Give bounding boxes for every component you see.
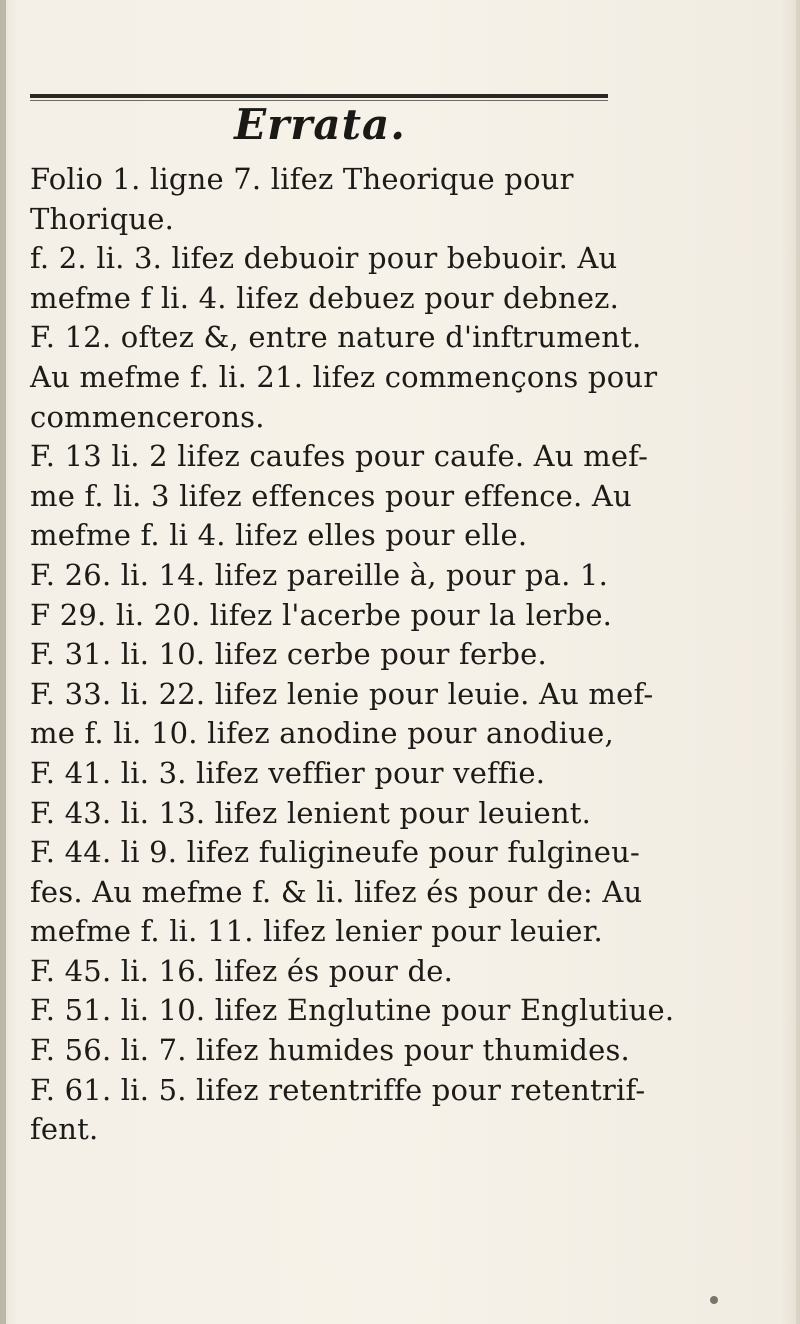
errata-line: commencerons. — [30, 399, 265, 434]
errata-line: f. 2. li. 3. lifez debuoir pour bebuoir. Au — [30, 241, 618, 276]
errata-line: me f. li. 3 lifez effences pour effence. Au — [30, 478, 632, 513]
errata-line: F. 44. li 9. lifez fuligineufe pour fulgineu- — [30, 835, 641, 870]
page-gutter-edge — [0, 0, 6, 1324]
errata-line: Au mefme f. li. 21. lifez commençons pour — [30, 359, 658, 394]
errata-line: F. 45. li. 16. lifez és pour de. — [30, 953, 454, 988]
errata-line: fes. Au mefme f. & li. lifez és pour de: Au — [30, 874, 643, 909]
errata-line: mefme f. li 4. lifez elles pour elle. — [30, 518, 528, 553]
errata-line: Folio 1. ligne 7. lifez Theorique pour — [30, 162, 574, 196]
page-title: Errata. — [234, 100, 406, 149]
errata-line: fent. — [30, 1112, 99, 1147]
errata-line: Thorique. — [30, 201, 175, 236]
errata-line: F. 12. oftez &, entre nature d'inftrument. — [30, 320, 642, 355]
errata-line: F. 33. li. 22. lifez lenie pour leuie. Au mef- — [30, 676, 654, 711]
errata-line: F. 51. li. 10. lifez Englutine pour Englutiue. — [30, 993, 675, 1028]
page-outer-edge — [796, 0, 800, 1324]
errata-line: mefme f li. 4. lifez debuez pour debnez. — [30, 280, 620, 315]
errata-line: F. 13 li. 2 lifez caufes pour caufe. Au mef- — [30, 439, 649, 474]
errata-line: F. 43. li. 13. lifez lenient pour leuient. — [30, 795, 592, 830]
ink-blot — [710, 1296, 718, 1304]
errata-line: F. 41. li. 3. lifez veffier pour veffie. — [30, 755, 546, 790]
errata-line: mefme f. li. 11. lifez lenier pour leuier. — [30, 914, 603, 949]
errata-line: F. 61. li. 5. lifez retentriffe pour retentrif- — [30, 1072, 646, 1107]
header-rule — [30, 94, 608, 98]
errata-line: F 29. li. 20. lifez l'acerbe pour la lerbe. — [30, 597, 613, 632]
errata-line: F. 31. li. 10. lifez cerbe pour ferbe. — [30, 637, 547, 672]
errata-line: F. 26. li. 14. lifez pareille à, pour pa. 1. — [30, 557, 608, 592]
errata-line: F. 56. li. 7. lifez humides pour thumides. — [30, 1033, 630, 1068]
errata-line: me f. li. 10. lifez anodine pour anodiue, — [30, 716, 614, 751]
errata-list — [30, 160, 790, 1150]
